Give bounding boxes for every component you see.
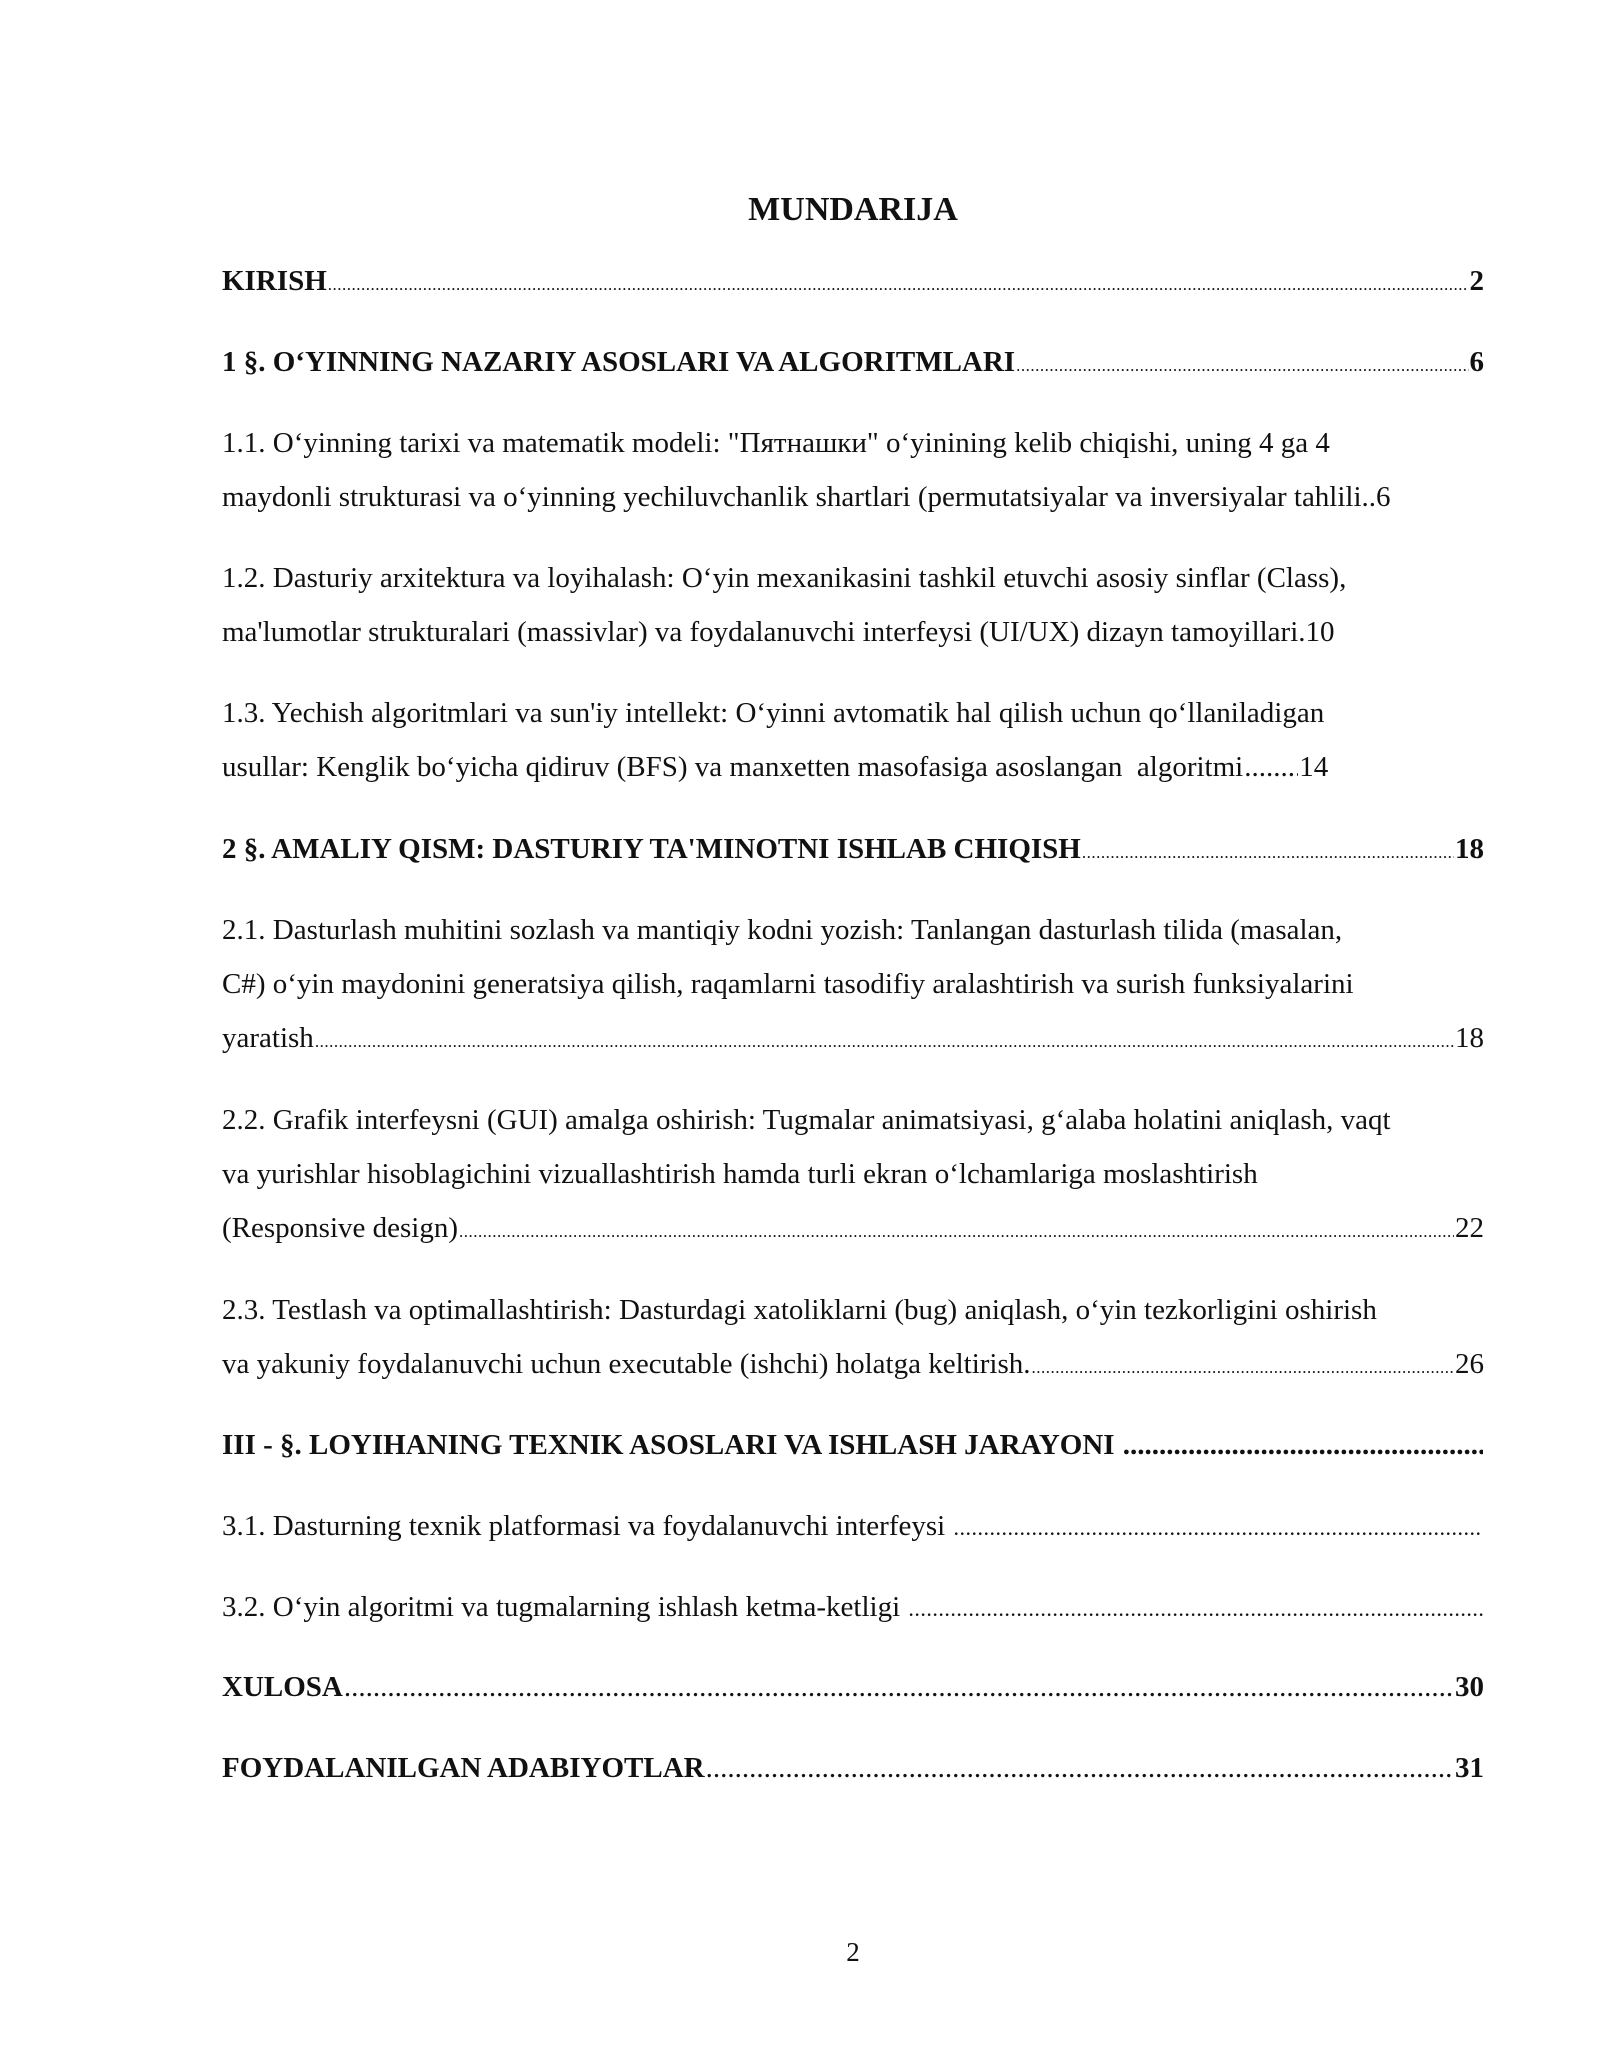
- toc-entry-text: 2.1. Dasturlash muhitini sozlash va mantiqiy kodni yozish: Tanlangan dasturlash tilida (masalan,: [222, 914, 1343, 946]
- toc-entry-text: 1 §. O‘YINNING NAZARIY ASOSLARI VA ALGORITMLARI: [222, 346, 1016, 378]
- dot-leader: [1244, 740, 1298, 794]
- page-number: 2: [846, 1937, 860, 1967]
- toc-page-number: 26: [1455, 1348, 1484, 1380]
- toc-page-number: 31: [1455, 1752, 1484, 1784]
- toc-entry-text: 3.1. Dasturning texnik platformasi va foydalanuvchi interfeysi: [222, 1510, 953, 1542]
- toc-entry-text: maydonli strukturasi va o‘yinning yechiluvchanlik shartlari (permutatsiyalar va inversiyalar tahlili..: [222, 481, 1377, 513]
- dot-leader: [908, 1582, 1483, 1636]
- toc-entry-text: 2.2. Grafik interfeysni (GUI) amalga oshirish: Tugmalar animatsiyasi, g‘alaba holatini aniqlash, vaqt: [222, 1104, 1391, 1136]
- toc-entry-text: va yurishlar hisoblagichini vizuallashtirish hamda turli ekran o‘lchamlariga moslashtirish: [222, 1158, 1258, 1190]
- toc-entry-xulosa[interactable]: [222, 1660, 1484, 1714]
- toc-entry-2-2[interactable]: [222, 1093, 1484, 1255]
- dot-leader: [706, 1741, 1454, 1795]
- document-page: [222, 0, 1484, 2070]
- toc-page-number: 18: [1455, 1022, 1484, 1054]
- toc-entry-text: 2 §. AMALIY QISM: DASTURIY TA'MINOTNI ISHLAB CHIQISH: [222, 833, 1081, 865]
- toc-entry-text: 3.2. O‘yin algoritmi va tugmalarning ishlash ketma-ketligi: [222, 1591, 908, 1623]
- toc-page-number: 18: [1455, 833, 1484, 865]
- toc-page-number: 6: [1376, 481, 1391, 513]
- toc-entry-1-1[interactable]: [222, 416, 1484, 524]
- toc-entry-text: KIRISH: [222, 265, 327, 297]
- toc-entry-text: III - §. LOYIHANING TEXNIK ASOSLARI VA ISHLASH JARAYONI: [222, 1429, 1122, 1461]
- toc-entry-text: ma'lumotlar strukturalari (massivlar) va foydalanuvchi interfeysi (UI/UX) dizayn tamoyillari.: [222, 616, 1306, 648]
- dot-leader: [344, 1660, 1454, 1714]
- toc-entry-text: XULOSA: [222, 1671, 343, 1703]
- toc-page-number: 14: [1299, 751, 1329, 783]
- toc-entry-1-3[interactable]: [222, 686, 1484, 794]
- toc-entry-text: FOYDALANILGAN ADABIYOTLAR: [222, 1752, 705, 1784]
- toc-entry-text: va yakuniy foydalanuvchi uchun executable (ishchi) holatga keltirish.: [222, 1348, 1031, 1380]
- toc-entry-3-1[interactable]: [222, 1499, 1484, 1553]
- toc-entry-2-1[interactable]: [222, 903, 1484, 1065]
- toc-page-number: 22: [1455, 1212, 1484, 1244]
- toc-entry-section-3[interactable]: [222, 1418, 1484, 1472]
- toc-page-number: 10: [1305, 616, 1335, 648]
- toc-entry-text: usullar: Kenglik bo‘yicha qidiruv (BFS) va manxetten masofasiga asoslangan algoritmi: [222, 751, 1244, 783]
- toc-entry-text: 1.1. O‘yinning tarixi va matematik modeli: "Пятнашки" o‘yinining kelib chiqishi, uning 4 ga 4: [222, 427, 1330, 459]
- toc-page-number: 2: [1469, 265, 1484, 297]
- toc-entry-text: 1.3. Yechish algoritmlari va sun'iy intellekt: O‘yinni avtomatik hal qilish uchun qo‘llaniladigan: [222, 697, 1325, 729]
- toc-entry-kirish[interactable]: [222, 254, 1484, 308]
- toc-entry-section-2[interactable]: [222, 822, 1484, 876]
- toc-title: MUNDARIJA: [748, 191, 958, 228]
- dot-leader: [953, 1501, 1483, 1555]
- toc-page-number: 6: [1469, 346, 1484, 378]
- dot-leader: [315, 1015, 1454, 1069]
- dot-leader: [1123, 1418, 1483, 1472]
- toc-entry-text: 2.3. Testlash va optimallashtirish: Dasturdagi xatoliklarni (bug) aniqlash, o‘yin tezkorligini oshirish: [222, 1294, 1377, 1326]
- dot-leader: [328, 258, 1469, 312]
- toc-entry-section-1[interactable]: [222, 335, 1484, 389]
- toc-entry-text: yaratish: [222, 1022, 314, 1054]
- toc-entry-3-2[interactable]: [222, 1580, 1484, 1634]
- toc-page-number: 30: [1455, 1671, 1484, 1703]
- toc-entry-text: C#) o‘yin maydonini generatsiya qilish, raqamlarni tasodifiy aralashtirish va surish funksiyalarini: [222, 968, 1354, 1000]
- toc-entry-adabiyotlar[interactable]: [222, 1741, 1484, 1795]
- toc-entry-1-2[interactable]: [222, 551, 1484, 659]
- toc-entry-text: 1.2. Dasturiy arxitektura va loyihalash: O‘yin mexanikasini tashkil etuvchi asosiy sinflar (Class),: [222, 562, 1347, 594]
- dot-leader: [459, 1205, 1454, 1259]
- toc-entry-2-3[interactable]: [222, 1283, 1484, 1391]
- dot-leader: [1032, 1341, 1454, 1395]
- dot-leader: [1082, 826, 1454, 880]
- toc-entry-text: (Responsive design): [222, 1212, 458, 1244]
- dot-leader: [1016, 339, 1468, 393]
